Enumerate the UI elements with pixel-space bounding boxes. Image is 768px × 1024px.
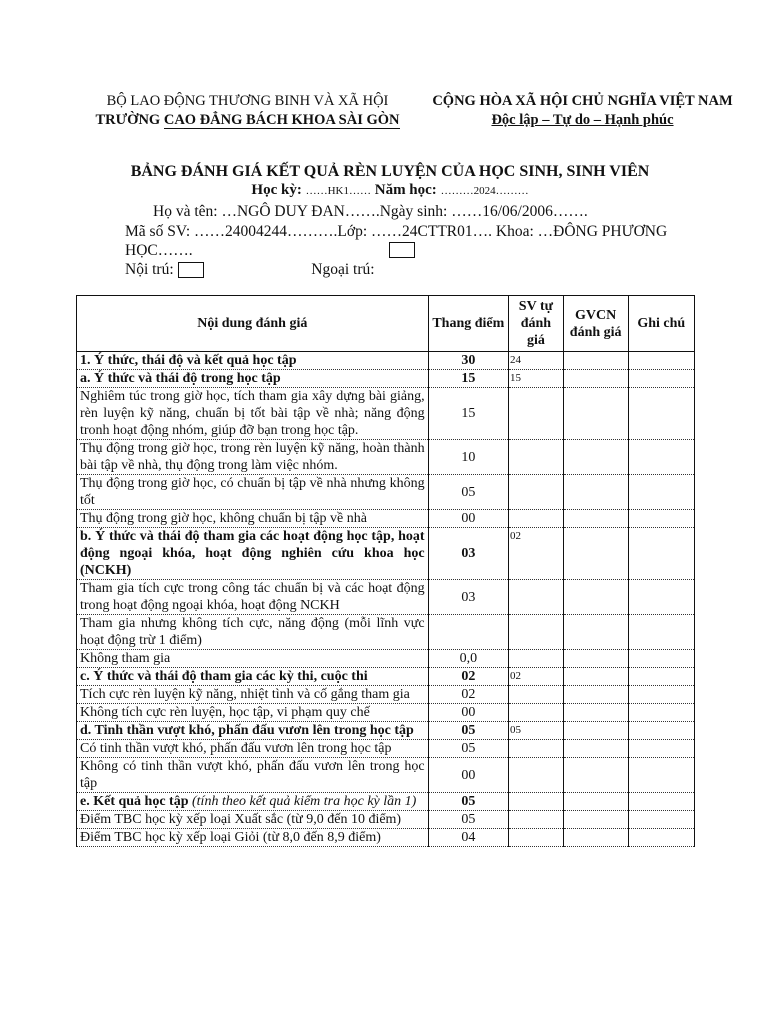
row-teacher-score[interactable]: [563, 510, 628, 528]
table-row: [77, 510, 695, 528]
row-teacher-score[interactable]: [563, 475, 628, 510]
document-title: BẢNG ĐÁNH GIÁ KẾT QUẢ RÈN LUYỆN CỦA HỌC SINH, SINH VIÊN: [130, 163, 650, 180]
row-content-text: Thụ động trong giờ học, có chuẩn bị tập về nhà nhưng không tốt: [80, 476, 425, 508]
row-scale: 0,0: [428, 650, 508, 668]
row-self-score[interactable]: 15: [509, 370, 564, 388]
row-self-score[interactable]: [509, 615, 564, 650]
table-row: [77, 650, 695, 668]
row-self-score[interactable]: 02: [509, 668, 564, 686]
row-scale: 05: [428, 722, 508, 740]
row-self-score[interactable]: [509, 829, 564, 847]
row-self-score[interactable]: [509, 811, 564, 829]
table-row: [77, 793, 695, 811]
row-teacher-score[interactable]: [563, 704, 628, 722]
nation-name: CỘNG HÒA XÃ HỘI CHỦ NGHĨA VIỆT NAM: [432, 93, 733, 109]
row-scale: 05: [428, 793, 508, 811]
row-note[interactable]: [628, 811, 694, 829]
row-scale: 00: [428, 758, 508, 793]
ngoai-tru-label: Ngoại trú:: [311, 261, 375, 278]
row-content: [77, 475, 429, 510]
row-teacher-score[interactable]: [563, 440, 628, 475]
hoc-ky-label: Học kỳ:: [251, 182, 302, 198]
student-name-line: Họ và tên: …NGÔ DUY ĐAN…….Ngày sinh: ……16/06/2006…….: [153, 203, 588, 220]
row-teacher-score[interactable]: [563, 580, 628, 615]
table-row: [77, 370, 695, 388]
row-self-score[interactable]: [509, 793, 564, 811]
school-prefix: TRƯỜNG: [95, 112, 164, 128]
row-scale: 02: [428, 686, 508, 704]
row-note[interactable]: [628, 528, 694, 580]
row-self-score[interactable]: [509, 650, 564, 668]
row-note[interactable]: [628, 740, 694, 758]
row-scale: 10: [428, 440, 508, 475]
row-self-score[interactable]: 05: [509, 722, 564, 740]
row-content-text: Tích cực rèn luyện kỹ năng, nhiệt tình và cố gắng tham gia: [80, 687, 410, 702]
table-row: [77, 388, 695, 440]
row-self-score[interactable]: [509, 740, 564, 758]
row-content: [77, 388, 429, 440]
row-note[interactable]: [628, 510, 694, 528]
row-content: [77, 615, 429, 650]
noi-tru-label: Nội trú:: [125, 261, 174, 278]
row-scale: 05: [428, 740, 508, 758]
row-note[interactable]: [628, 793, 694, 811]
row-content-text: Không tích cực rèn luyện, học tập, vi phạm quy chế: [80, 705, 370, 720]
row-content: [77, 510, 429, 528]
student-id-line: Mã số SV: ……24004244……….Lớp: ……24CTTR01…. Khoa: …ĐÔNG PHƯƠNG HỌC…….: [125, 223, 668, 259]
table-row: [77, 686, 695, 704]
row-content-text: 1. Ý thức, thái độ và kết quả học tập: [80, 353, 297, 368]
row-teacher-score[interactable]: [563, 686, 628, 704]
table-row: [77, 668, 695, 686]
row-teacher-score[interactable]: [563, 829, 628, 847]
col-header-scale: Thang điểm: [428, 296, 508, 352]
row-self-score[interactable]: [509, 440, 564, 475]
row-self-score[interactable]: [509, 686, 564, 704]
table-row: [77, 811, 695, 829]
row-content: [77, 740, 429, 758]
row-note[interactable]: [628, 650, 694, 668]
row-scale: 00: [428, 704, 508, 722]
row-scale: 15: [428, 388, 508, 440]
table-row: [77, 580, 695, 615]
row-self-score[interactable]: [509, 758, 564, 793]
ministry-name: BỘ LAO ĐỘNG THƯƠNG BINH VÀ XÃ HỘI: [106, 93, 389, 109]
col-header-note: Ghi chú: [628, 296, 694, 352]
header-ministry: [60, 92, 435, 130]
row-content-text: Không có tinh thần vượt khó, phấn đấu vươn lên trong học tập: [80, 759, 425, 791]
row-teacher-score[interactable]: [563, 528, 628, 580]
row-content: [77, 758, 429, 793]
row-scale: 05: [428, 811, 508, 829]
row-content: [77, 704, 429, 722]
row-content: [77, 829, 429, 847]
row-content: [77, 686, 429, 704]
row-scale: 04: [428, 829, 508, 847]
hoc-ky-value: ……HK1……: [305, 185, 371, 197]
evaluation-table: [76, 295, 695, 847]
row-scale: 00: [428, 510, 508, 528]
row-self-score[interactable]: [509, 704, 564, 722]
row-note[interactable]: [628, 758, 694, 793]
row-scale: 30: [428, 352, 508, 370]
row-content-text: Điểm TBC học kỳ xếp loại Xuất sắc (từ 9,0 đến 10 điểm): [80, 812, 402, 827]
row-self-score[interactable]: 24: [509, 352, 564, 370]
row-teacher-score[interactable]: [563, 758, 628, 793]
row-scale: 05: [428, 475, 508, 510]
nam-hoc-label: Năm học:: [374, 182, 437, 198]
nation-motto: Độc lập – Tự do – Hạnh phúc: [491, 112, 674, 128]
col-header-teacher: GVCN đánh giá: [563, 296, 628, 352]
row-self-score[interactable]: [509, 388, 564, 440]
row-note[interactable]: [628, 829, 694, 847]
nam-hoc-value: ………2024………: [440, 185, 529, 197]
table-row: [77, 829, 695, 847]
row-content-text: Thụ động trong giờ học, không chuẩn bị tập về nhà: [80, 511, 367, 526]
row-content: [77, 352, 429, 370]
row-self-score[interactable]: [509, 510, 564, 528]
row-content-text: a. Ý thức và thái độ trong học tập: [80, 371, 281, 386]
noi-tru-checkbox[interactable]: [178, 262, 204, 278]
row-note[interactable]: [628, 370, 694, 388]
row-teacher-score[interactable]: [563, 740, 628, 758]
row-self-score[interactable]: [509, 580, 564, 615]
row-content: [77, 793, 429, 811]
row-scale: [428, 615, 508, 650]
row-scale: 02: [428, 668, 508, 686]
row-self-score[interactable]: 02: [509, 528, 564, 580]
row-content-text: e. Kết quả học tập: [80, 794, 189, 809]
row-content-text: Thụ động trong giờ học, trong rèn luyện kỹ năng, hoàn thành bài tập về nhà, thụ động trong làm việc nhóm.: [80, 441, 425, 473]
row-content: [77, 528, 429, 580]
row-scale: 15: [428, 370, 508, 388]
table-row: [77, 704, 695, 722]
row-teacher-score[interactable]: [563, 615, 628, 650]
row-content-text: b. Ý thức và thái độ tham gia các hoạt động học tập, hoạt động ngoại khóa, hoạt động nghiên cứu khoa học (NCKH): [80, 529, 425, 578]
term-line: [60, 182, 720, 199]
row-content-text: c. Ý thức và thái độ tham gia các kỳ thi, cuộc thi: [80, 669, 368, 684]
row-scale: 03: [428, 528, 508, 580]
row-content-text: Không tham gia: [80, 651, 171, 666]
col-header-self: SV tự đánh giá: [509, 296, 564, 352]
row-teacher-score[interactable]: [563, 650, 628, 668]
row-content: [77, 668, 429, 686]
class-checkbox[interactable]: [389, 242, 415, 258]
row-content-text: Tham gia tích cực trong công tác chuẩn bị và các hoạt động trong hoạt động ngoại khóa, hoạt động NCKH: [80, 581, 425, 613]
row-content: [77, 440, 429, 475]
row-content-text: Nghiêm túc trong giờ học, tích tham gia xây dựng bài giảng, rèn luyện kỹ năng, chuẩn bị tốt bài tập về nhà; năng động tronh hoạt động nhóm, giúp đỡ bạn trong học tập.: [80, 389, 425, 438]
residence-line: [125, 260, 730, 279]
row-content: [77, 811, 429, 829]
row-note[interactable]: [628, 668, 694, 686]
row-note[interactable]: [628, 722, 694, 740]
row-note[interactable]: [628, 352, 694, 370]
table-row: [77, 722, 695, 740]
row-content-note: (tính theo kết quả kiểm tra học kỳ lần 1): [188, 794, 417, 809]
table-row: [77, 475, 695, 510]
row-note[interactable]: [628, 475, 694, 510]
col-header-content: Nội dung đánh giá: [77, 296, 429, 352]
table-row: [77, 740, 695, 758]
row-content: [77, 650, 429, 668]
table-row: [77, 615, 695, 650]
row-self-score[interactable]: [509, 475, 564, 510]
table-row: [77, 528, 695, 580]
header-national: [420, 92, 745, 130]
row-note[interactable]: [628, 388, 694, 440]
row-content-text: Điểm TBC học kỳ xếp loại Giỏi (từ 8,0 đến 8,9 điểm): [80, 830, 381, 845]
row-note[interactable]: [628, 686, 694, 704]
row-teacher-score[interactable]: [563, 370, 628, 388]
row-note[interactable]: [628, 704, 694, 722]
school-name: [60, 111, 435, 130]
row-teacher-score[interactable]: [563, 722, 628, 740]
school-name-underlined: CAO ĐẲNG BÁCH KHOA SÀI GÒN: [163, 112, 400, 128]
table-row: [77, 440, 695, 475]
row-teacher-score[interactable]: [563, 388, 628, 440]
row-teacher-score[interactable]: [563, 811, 628, 829]
row-content: [77, 370, 429, 388]
row-content: [77, 580, 429, 615]
row-scale: 03: [428, 580, 508, 615]
row-teacher-score[interactable]: [563, 352, 628, 370]
row-note[interactable]: [628, 615, 694, 650]
table-row: [77, 758, 695, 793]
row-content-text: Tham gia nhưng không tích cực, năng động (mỗi lĩnh vực hoạt động trừ 1 điểm): [80, 616, 425, 648]
row-note[interactable]: [628, 580, 694, 615]
row-content-text: d. Tinh thần vượt khó, phấn đấu vươn lên trong học tập: [80, 723, 414, 738]
row-content: [77, 722, 429, 740]
table-row: [77, 352, 695, 370]
row-teacher-score[interactable]: [563, 668, 628, 686]
row-content-text: Có tinh thần vượt khó, phấn đấu vươn lên trong học tập: [80, 741, 392, 756]
row-note[interactable]: [628, 440, 694, 475]
row-teacher-score[interactable]: [563, 793, 628, 811]
